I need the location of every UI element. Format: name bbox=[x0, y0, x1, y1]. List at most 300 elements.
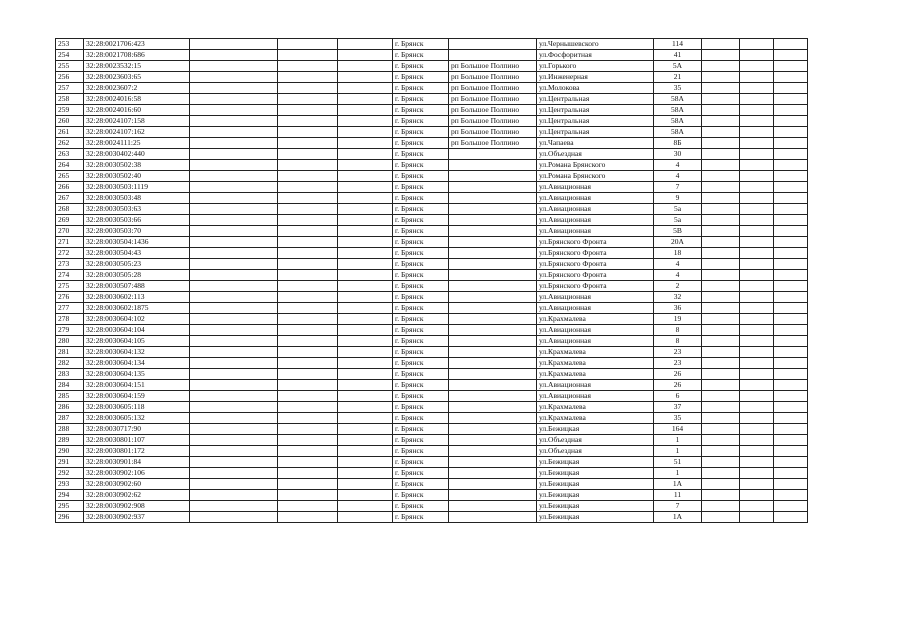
house-number-cell: 58А bbox=[654, 116, 702, 127]
table-row bbox=[56, 358, 808, 369]
empty-cell bbox=[740, 215, 774, 226]
empty-cell bbox=[190, 369, 278, 380]
empty-cell bbox=[278, 248, 338, 259]
table-row bbox=[56, 105, 808, 116]
empty-cell bbox=[702, 347, 740, 358]
row-number-cell: 292 bbox=[56, 468, 84, 479]
settlement-cell bbox=[449, 237, 537, 248]
row-number-cell: 257 bbox=[56, 83, 84, 94]
empty-cell bbox=[278, 94, 338, 105]
table-row bbox=[56, 380, 808, 391]
house-number-cell: 21 bbox=[654, 72, 702, 83]
empty-cell bbox=[702, 61, 740, 72]
row-number-cell: 275 bbox=[56, 281, 84, 292]
empty-cell bbox=[278, 193, 338, 204]
cadastral-number-cell: 32:28:0030503:66 bbox=[84, 215, 190, 226]
table-row bbox=[56, 72, 808, 83]
empty-cell bbox=[278, 402, 338, 413]
table-row bbox=[56, 127, 808, 138]
empty-cell bbox=[278, 226, 338, 237]
empty-cell bbox=[338, 259, 393, 270]
empty-cell bbox=[702, 160, 740, 171]
cadastral-number-cell: 32:28:0023532:15 bbox=[84, 61, 190, 72]
empty-cell bbox=[190, 347, 278, 358]
empty-cell bbox=[702, 193, 740, 204]
empty-cell bbox=[740, 358, 774, 369]
cadastral-number-cell: 32:28:0030605:132 bbox=[84, 413, 190, 424]
empty-cell bbox=[702, 391, 740, 402]
settlement-cell: рп Большое Полпино bbox=[449, 83, 537, 94]
empty-cell bbox=[190, 39, 278, 50]
cadastral-number-cell: 32:28:0030507:488 bbox=[84, 281, 190, 292]
cadastral-number-cell: 32:28:0030605:118 bbox=[84, 402, 190, 413]
street-cell: ул.Крахмалева bbox=[537, 314, 654, 325]
empty-cell bbox=[774, 182, 808, 193]
empty-cell bbox=[278, 160, 338, 171]
settlement-cell bbox=[449, 303, 537, 314]
street-cell: ул.Крахмалева bbox=[537, 358, 654, 369]
house-number-cell: 26 bbox=[654, 380, 702, 391]
empty-cell bbox=[190, 116, 278, 127]
empty-cell bbox=[278, 501, 338, 512]
empty-cell bbox=[774, 336, 808, 347]
empty-cell bbox=[702, 325, 740, 336]
empty-cell bbox=[278, 83, 338, 94]
city-cell: г. Брянск bbox=[393, 468, 449, 479]
street-cell: ул.Брянского Фронта bbox=[537, 248, 654, 259]
empty-cell bbox=[774, 160, 808, 171]
cadastral-number-cell: 32:28:0030604:159 bbox=[84, 391, 190, 402]
city-cell: г. Брянск bbox=[393, 116, 449, 127]
cadastral-number-cell: 32:28:0030402:440 bbox=[84, 149, 190, 160]
empty-cell bbox=[774, 314, 808, 325]
empty-cell bbox=[190, 204, 278, 215]
street-cell: ул.Авиационная bbox=[537, 292, 654, 303]
street-cell: ул.Бежицкая bbox=[537, 479, 654, 490]
empty-cell bbox=[702, 171, 740, 182]
table-row bbox=[56, 138, 808, 149]
cadastral-number-cell: 32:28:0024107:158 bbox=[84, 116, 190, 127]
cadastral-number-cell: 32:28:0030902:60 bbox=[84, 479, 190, 490]
empty-cell bbox=[338, 380, 393, 391]
empty-cell bbox=[740, 391, 774, 402]
settlement-cell bbox=[449, 347, 537, 358]
settlement-cell bbox=[449, 204, 537, 215]
cadastral-number-cell: 32:28:0030604:105 bbox=[84, 336, 190, 347]
cadastral-number-cell: 32:28:0030902:62 bbox=[84, 490, 190, 501]
empty-cell bbox=[740, 182, 774, 193]
table-row bbox=[56, 39, 808, 50]
empty-cell bbox=[338, 314, 393, 325]
house-number-cell: 7 bbox=[654, 501, 702, 512]
settlement-cell bbox=[449, 380, 537, 391]
empty-cell bbox=[702, 468, 740, 479]
city-cell: г. Брянск bbox=[393, 127, 449, 138]
empty-cell bbox=[338, 171, 393, 182]
cadastral-number-cell: 32:28:0030505:23 bbox=[84, 259, 190, 270]
empty-cell bbox=[774, 446, 808, 457]
empty-cell bbox=[190, 314, 278, 325]
empty-cell bbox=[338, 127, 393, 138]
house-number-cell: 36 bbox=[654, 303, 702, 314]
settlement-cell bbox=[449, 479, 537, 490]
house-number-cell: 4 bbox=[654, 160, 702, 171]
city-cell: г. Брянск bbox=[393, 402, 449, 413]
city-cell: г. Брянск bbox=[393, 501, 449, 512]
cadastral-number-cell: 32:28:0021708:686 bbox=[84, 50, 190, 61]
row-number-cell: 269 bbox=[56, 215, 84, 226]
empty-cell bbox=[774, 204, 808, 215]
empty-cell bbox=[190, 490, 278, 501]
empty-cell bbox=[190, 160, 278, 171]
house-number-cell: 20А bbox=[654, 237, 702, 248]
empty-cell bbox=[702, 259, 740, 270]
empty-cell bbox=[740, 347, 774, 358]
settlement-cell bbox=[449, 248, 537, 259]
settlement-cell bbox=[449, 512, 537, 523]
city-cell: г. Брянск bbox=[393, 72, 449, 83]
city-cell: г. Брянск bbox=[393, 105, 449, 116]
empty-cell bbox=[190, 215, 278, 226]
empty-cell bbox=[190, 83, 278, 94]
empty-cell bbox=[740, 501, 774, 512]
empty-cell bbox=[278, 424, 338, 435]
empty-cell bbox=[278, 138, 338, 149]
cadastral-number-cell: 32:28:0030902:106 bbox=[84, 468, 190, 479]
empty-cell bbox=[774, 149, 808, 160]
street-cell: ул.Центральная bbox=[537, 94, 654, 105]
house-number-cell: 8 bbox=[654, 325, 702, 336]
city-cell: г. Брянск bbox=[393, 336, 449, 347]
cadastral-number-cell: 32:28:0030604:132 bbox=[84, 347, 190, 358]
empty-cell bbox=[278, 512, 338, 523]
street-cell: ул.Фосфоритная bbox=[537, 50, 654, 61]
empty-cell bbox=[278, 391, 338, 402]
city-cell: г. Брянск bbox=[393, 435, 449, 446]
empty-cell bbox=[702, 127, 740, 138]
empty-cell bbox=[740, 413, 774, 424]
empty-cell bbox=[740, 281, 774, 292]
city-cell: г. Брянск bbox=[393, 182, 449, 193]
house-number-cell: 58А bbox=[654, 94, 702, 105]
row-number-cell: 253 bbox=[56, 39, 84, 50]
row-number-cell: 271 bbox=[56, 237, 84, 248]
empty-cell bbox=[338, 215, 393, 226]
empty-cell bbox=[740, 94, 774, 105]
settlement-cell bbox=[449, 336, 537, 347]
table-row bbox=[56, 314, 808, 325]
empty-cell bbox=[190, 171, 278, 182]
empty-cell bbox=[702, 215, 740, 226]
settlement-cell: рп Большое Полпино bbox=[449, 127, 537, 138]
house-number-cell: 37 bbox=[654, 402, 702, 413]
empty-cell bbox=[190, 281, 278, 292]
empty-cell bbox=[774, 347, 808, 358]
empty-cell bbox=[190, 501, 278, 512]
empty-cell bbox=[278, 468, 338, 479]
cadastral-number-cell: 32:28:0030604:151 bbox=[84, 380, 190, 391]
cadastral-number-cell: 32:28:0030504:43 bbox=[84, 248, 190, 259]
empty-cell bbox=[278, 281, 338, 292]
city-cell: г. Брянск bbox=[393, 490, 449, 501]
empty-cell bbox=[190, 138, 278, 149]
empty-cell bbox=[740, 402, 774, 413]
empty-cell bbox=[190, 479, 278, 490]
empty-cell bbox=[774, 248, 808, 259]
cadastral-number-cell: 32:28:0024107:162 bbox=[84, 127, 190, 138]
empty-cell bbox=[338, 83, 393, 94]
street-cell: ул.Молокова bbox=[537, 83, 654, 94]
house-number-cell: 4 bbox=[654, 171, 702, 182]
empty-cell bbox=[278, 39, 338, 50]
empty-cell bbox=[338, 94, 393, 105]
house-number-cell: 35 bbox=[654, 83, 702, 94]
empty-cell bbox=[278, 446, 338, 457]
empty-cell bbox=[278, 435, 338, 446]
empty-cell bbox=[278, 116, 338, 127]
city-cell: г. Брянск bbox=[393, 369, 449, 380]
house-number-cell: 1 bbox=[654, 446, 702, 457]
empty-cell bbox=[702, 83, 740, 94]
empty-cell bbox=[774, 490, 808, 501]
empty-cell bbox=[338, 270, 393, 281]
empty-cell bbox=[338, 237, 393, 248]
settlement-cell bbox=[449, 457, 537, 468]
cadastral-number-cell: 32:28:0024016:58 bbox=[84, 94, 190, 105]
table-row bbox=[56, 479, 808, 490]
empty-cell bbox=[774, 116, 808, 127]
empty-cell bbox=[278, 369, 338, 380]
empty-cell bbox=[774, 435, 808, 446]
street-cell: ул.Авиационная bbox=[537, 226, 654, 237]
empty-cell bbox=[278, 270, 338, 281]
empty-cell bbox=[190, 105, 278, 116]
cadastral-number-cell: 32:28:0030604:135 bbox=[84, 369, 190, 380]
empty-cell bbox=[338, 303, 393, 314]
empty-cell bbox=[702, 446, 740, 457]
empty-cell bbox=[774, 369, 808, 380]
empty-cell bbox=[338, 226, 393, 237]
empty-cell bbox=[338, 39, 393, 50]
city-cell: г. Брянск bbox=[393, 292, 449, 303]
cadastral-number-cell: 32:28:0030901:84 bbox=[84, 457, 190, 468]
street-cell: ул.Брянского Фронта bbox=[537, 270, 654, 281]
row-number-cell: 294 bbox=[56, 490, 84, 501]
empty-cell bbox=[740, 446, 774, 457]
empty-cell bbox=[338, 182, 393, 193]
empty-cell bbox=[190, 391, 278, 402]
empty-cell bbox=[338, 358, 393, 369]
city-cell: г. Брянск bbox=[393, 457, 449, 468]
empty-cell bbox=[338, 72, 393, 83]
empty-cell bbox=[774, 83, 808, 94]
row-number-cell: 265 bbox=[56, 171, 84, 182]
empty-cell bbox=[338, 50, 393, 61]
house-number-cell: 7 bbox=[654, 182, 702, 193]
empty-cell bbox=[190, 446, 278, 457]
table-row bbox=[56, 402, 808, 413]
settlement-cell: рп Большое Полпино bbox=[449, 116, 537, 127]
table-row bbox=[56, 457, 808, 468]
house-number-cell: 1 bbox=[654, 435, 702, 446]
empty-cell bbox=[190, 336, 278, 347]
row-number-cell: 254 bbox=[56, 50, 84, 61]
empty-cell bbox=[278, 215, 338, 226]
settlement-cell bbox=[449, 435, 537, 446]
empty-cell bbox=[278, 237, 338, 248]
street-cell: ул.Бежицкая bbox=[537, 457, 654, 468]
house-number-cell: 1А bbox=[654, 512, 702, 523]
settlement-cell bbox=[449, 424, 537, 435]
house-number-cell: 1 bbox=[654, 468, 702, 479]
city-cell: г. Брянск bbox=[393, 171, 449, 182]
empty-cell bbox=[740, 259, 774, 270]
empty-cell bbox=[278, 413, 338, 424]
city-cell: г. Брянск bbox=[393, 314, 449, 325]
empty-cell bbox=[278, 182, 338, 193]
row-number-cell: 289 bbox=[56, 435, 84, 446]
settlement-cell bbox=[449, 270, 537, 281]
empty-cell bbox=[338, 457, 393, 468]
city-cell: г. Брянск bbox=[393, 61, 449, 72]
empty-cell bbox=[702, 457, 740, 468]
house-number-cell: 23 bbox=[654, 347, 702, 358]
street-cell: ул.Брянского Фронта bbox=[537, 281, 654, 292]
settlement-cell bbox=[449, 193, 537, 204]
empty-cell bbox=[774, 479, 808, 490]
empty-cell bbox=[702, 50, 740, 61]
city-cell: г. Брянск bbox=[393, 215, 449, 226]
empty-cell bbox=[702, 512, 740, 523]
empty-cell bbox=[774, 215, 808, 226]
street-cell: ул.Брянского Фронта bbox=[537, 259, 654, 270]
empty-cell bbox=[338, 512, 393, 523]
empty-cell bbox=[702, 413, 740, 424]
table-row bbox=[56, 369, 808, 380]
settlement-cell: рп Большое Полпино bbox=[449, 61, 537, 72]
street-cell: ул.Авиационная bbox=[537, 391, 654, 402]
empty-cell bbox=[190, 182, 278, 193]
city-cell: г. Брянск bbox=[393, 424, 449, 435]
row-number-cell: 293 bbox=[56, 479, 84, 490]
settlement-cell: рп Большое Полпино bbox=[449, 105, 537, 116]
street-cell: ул.Бежицкая bbox=[537, 512, 654, 523]
house-number-cell: 30 bbox=[654, 149, 702, 160]
street-cell: ул.Горького bbox=[537, 61, 654, 72]
row-number-cell: 281 bbox=[56, 347, 84, 358]
empty-cell bbox=[702, 105, 740, 116]
empty-cell bbox=[190, 325, 278, 336]
empty-cell bbox=[278, 259, 338, 270]
empty-cell bbox=[774, 138, 808, 149]
row-number-cell: 280 bbox=[56, 336, 84, 347]
empty-cell bbox=[774, 424, 808, 435]
street-cell: ул.Авиационная bbox=[537, 215, 654, 226]
house-number-cell: 5А bbox=[654, 61, 702, 72]
empty-cell bbox=[338, 281, 393, 292]
row-number-cell: 296 bbox=[56, 512, 84, 523]
row-number-cell: 268 bbox=[56, 204, 84, 215]
empty-cell bbox=[190, 303, 278, 314]
empty-cell bbox=[338, 116, 393, 127]
empty-cell bbox=[338, 435, 393, 446]
empty-cell bbox=[278, 358, 338, 369]
empty-cell bbox=[774, 72, 808, 83]
row-number-cell: 290 bbox=[56, 446, 84, 457]
street-cell: ул.Романа Брянского bbox=[537, 160, 654, 171]
empty-cell bbox=[702, 292, 740, 303]
table-row bbox=[56, 171, 808, 182]
row-number-cell: 260 bbox=[56, 116, 84, 127]
empty-cell bbox=[190, 149, 278, 160]
street-cell: ул.Инженерная bbox=[537, 72, 654, 83]
city-cell: г. Брянск bbox=[393, 512, 449, 523]
table-row bbox=[56, 116, 808, 127]
cadastral-number-cell: 32:28:0030604:102 bbox=[84, 314, 190, 325]
empty-cell bbox=[190, 193, 278, 204]
settlement-cell bbox=[449, 292, 537, 303]
house-number-cell: 1А bbox=[654, 479, 702, 490]
empty-cell bbox=[774, 391, 808, 402]
empty-cell bbox=[190, 358, 278, 369]
street-cell: ул.Объездная bbox=[537, 446, 654, 457]
settlement-cell bbox=[449, 490, 537, 501]
empty-cell bbox=[702, 479, 740, 490]
cadastral-number-cell: 32:28:0030502:40 bbox=[84, 171, 190, 182]
empty-cell bbox=[338, 479, 393, 490]
house-number-cell: 9 bbox=[654, 193, 702, 204]
empty-cell bbox=[702, 314, 740, 325]
empty-cell bbox=[740, 336, 774, 347]
city-cell: г. Брянск bbox=[393, 39, 449, 50]
empty-cell bbox=[702, 182, 740, 193]
settlement-cell bbox=[449, 413, 537, 424]
empty-cell bbox=[338, 61, 393, 72]
property-table bbox=[55, 38, 808, 523]
row-number-cell: 272 bbox=[56, 248, 84, 259]
cadastral-number-cell: 32:28:0023603:65 bbox=[84, 72, 190, 83]
row-number-cell: 283 bbox=[56, 369, 84, 380]
city-cell: г. Брянск bbox=[393, 83, 449, 94]
empty-cell bbox=[338, 413, 393, 424]
empty-cell bbox=[702, 303, 740, 314]
empty-cell bbox=[774, 94, 808, 105]
empty-cell bbox=[774, 61, 808, 72]
empty-cell bbox=[190, 380, 278, 391]
empty-cell bbox=[740, 369, 774, 380]
table-row bbox=[56, 336, 808, 347]
city-cell: г. Брянск bbox=[393, 479, 449, 490]
empty-cell bbox=[740, 116, 774, 127]
city-cell: г. Брянск bbox=[393, 325, 449, 336]
empty-cell bbox=[740, 61, 774, 72]
city-cell: г. Брянск bbox=[393, 380, 449, 391]
empty-cell bbox=[338, 248, 393, 259]
table-row bbox=[56, 325, 808, 336]
empty-cell bbox=[774, 501, 808, 512]
empty-cell bbox=[278, 292, 338, 303]
house-number-cell: 11 bbox=[654, 490, 702, 501]
table-row bbox=[56, 347, 808, 358]
city-cell: г. Брянск bbox=[393, 347, 449, 358]
cadastral-number-cell: 32:28:0030504:1436 bbox=[84, 237, 190, 248]
empty-cell bbox=[740, 270, 774, 281]
empty-cell bbox=[702, 402, 740, 413]
house-number-cell: 5а bbox=[654, 204, 702, 215]
city-cell: г. Брянск bbox=[393, 149, 449, 160]
city-cell: г. Брянск bbox=[393, 160, 449, 171]
row-number-cell: 255 bbox=[56, 61, 84, 72]
